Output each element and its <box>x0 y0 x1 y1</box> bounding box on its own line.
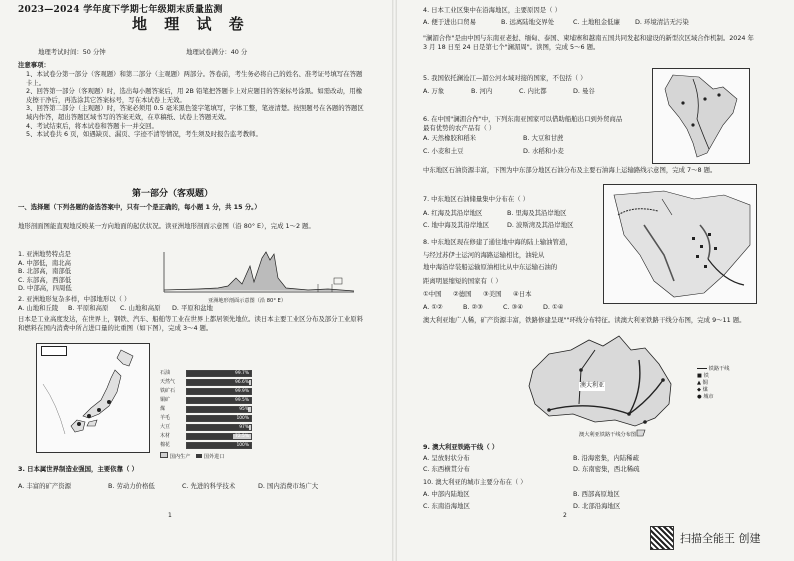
question-9-option: C. 东西横贯分布 <box>423 464 470 473</box>
bar-value-label: 95% <box>239 407 249 412</box>
question-10-option: B. 西部高原地区 <box>573 489 620 498</box>
question-6-option: D. 水稻和小麦 <box>523 147 564 156</box>
question-8-stem: 与经过苏伊士运河的海路运输相比，油轮从 <box>423 250 545 259</box>
question-4 <box>423 6 723 27</box>
part1-title: 第一部分（客观题） <box>132 189 214 199</box>
scanner-watermark <box>650 526 761 550</box>
bar-row <box>160 433 256 439</box>
bar-track <box>186 442 252 449</box>
notice-item: 3、回答第二部分（主观题）时，答案必须用 0.5 毫米黑色签字笔填写，字体工整，笔迹清楚。按照题号在各题的答题区域内作答，超出答题区域书写的答案无效，在草稿纸、试卷上答题无效。 <box>26 104 364 121</box>
australia-label: 澳大利亚 <box>580 382 605 389</box>
bar-row <box>160 379 256 385</box>
question-8-option: D. ①④ <box>543 303 564 312</box>
legend-swatch-import <box>196 454 202 458</box>
question-9-stem: 9. 澳大利亚铁路干线（ ） <box>423 443 499 451</box>
question-8-stem: 8. 中东地区现在修建了通往地中海的陆上输油管道， <box>423 238 572 246</box>
part1-intro: 一、选择题（下列各题的备选答案中，只有一个是正确的，每小题 1 分，共 15 分。） <box>18 203 261 211</box>
bar-value-label: 99.9% <box>235 389 249 394</box>
bar-track <box>186 415 252 422</box>
bar-track <box>186 406 252 413</box>
question-10-option: D. 北部沿海地区 <box>573 501 621 510</box>
q78-intro: 中东地区石油资源丰富，下图为中东部分地区石油分布及主要石油海上运输路线示意图，完成 7～8 题。 <box>423 166 717 174</box>
bar-value-label: 99.5% <box>235 398 249 403</box>
question-1 <box>18 250 158 293</box>
exam-header: 2023—2024 学年度下学期七年级期末质量监测 <box>18 5 223 15</box>
legend-item <box>697 387 757 394</box>
bar-value-label: 99.7% <box>235 371 249 376</box>
bar-row <box>160 415 256 421</box>
bar-label: 大豆 <box>160 424 171 430</box>
question-7-stem: 7. 中东地区石油储量集中分布在（ ） <box>423 195 530 203</box>
question-4-option: C. 土地租金低廉 <box>573 17 620 26</box>
question-5-stem: 5. 我国依托澜沧江—湄公河水域对接的国家，不包括（ ） <box>423 74 587 82</box>
bar-value-label: 72.5% <box>235 434 249 439</box>
bar-label: 铜矿 <box>160 397 171 403</box>
notice-item: 2、回答第一部分（客观题）时，选出每小题答案后，用 2B 铅笔把答题卡上对应题目的答案标号涂黑。如需改动，用橡皮擦干净后，再选涂其它答案标号，写在本试卷上无效。 <box>26 87 363 104</box>
question-1-option: A. 中部低，南北高 <box>18 258 72 267</box>
bar-value-label: 96.6% <box>235 380 249 385</box>
right-page <box>397 0 794 561</box>
question-8-stem: 地中海沿岸装船运输原油相比从中东运输石油的 <box>423 263 558 272</box>
question-9 <box>423 443 753 474</box>
question-3-stem: 3. 日本属世界制造业强国，主要依靠（ ） <box>18 465 138 473</box>
question-2-option: B. 平原和高原 <box>68 303 109 312</box>
page-number-left: 1 <box>168 512 172 519</box>
question-7 <box>423 195 623 230</box>
question-10-option: C. 东南沿海地区 <box>423 501 470 510</box>
question-10-stem: 10. 澳大利亚的城市主要分布在（ ） <box>423 478 527 486</box>
question-2-option: D. 平原和盆地 <box>172 303 213 312</box>
question-9-option: A. 呈放射状分布 <box>423 453 470 462</box>
australia-map <box>519 330 689 438</box>
legend-label: 铜 <box>702 380 708 386</box>
question-5 <box>423 74 643 96</box>
bar-value-label: 100% <box>236 443 249 448</box>
legend-label: 铁路干线 <box>708 366 730 372</box>
question-3-option: D. 国内消费市场广大 <box>258 481 319 490</box>
question-8 <box>423 238 623 312</box>
qr-code-icon <box>650 526 674 550</box>
australia-caption: 澳大利亚铁路干线分布图 <box>579 432 637 438</box>
question-10-option: A. 中部内陆地区 <box>423 489 470 498</box>
legend-item <box>697 380 757 387</box>
q56-intro: "澜湄合作"是由中国与东南亚老挝、缅甸、泰国、柬埔寨和越南五国共同发起和建设的新型次区域合作机制。2024 年 3 月 18 日至 24 日是第七个"澜湄周"。读图，完成 5～6 题。 <box>423 34 754 51</box>
question-8-stem: 距离明显缩短的国家有（ ） <box>423 276 502 285</box>
copper-icon: ▲ <box>697 380 701 386</box>
question-8-item: ④日本 <box>513 290 532 299</box>
notice-list <box>26 70 366 139</box>
bar-row <box>160 370 256 376</box>
question-5-option: A. 万象 <box>423 86 445 95</box>
bar-track <box>186 388 252 395</box>
question-2-option: C. 山地和高原 <box>120 303 161 312</box>
bar-label: 石油 <box>160 370 171 376</box>
bar-track <box>186 433 252 440</box>
legend-swatch-domestic <box>160 452 168 458</box>
mekong-map <box>652 68 750 164</box>
australia-legend <box>697 366 757 401</box>
question-6-stem: 6. 在中国"澜湄合作"中，下列东南亚国家可以借助船舶出口到外贸商品最有优势的农产品有（ ） <box>423 115 623 132</box>
legend-label: 铁 <box>703 373 709 379</box>
bar-row <box>160 442 256 448</box>
question-4-option: D. 环境清洁无污染 <box>635 17 689 26</box>
bar-fill <box>187 434 233 439</box>
q12-intro: 地形剖面图能直观地反映某一方向地面的起伏状况。读亚洲地形剖面示意图（沿 80° E），完成 1～2 题。 <box>18 222 315 230</box>
question-2-stem: 2. 亚洲地形复杂多样，中部地形以（ ） <box>18 295 131 303</box>
iron-icon: ■ <box>697 373 702 379</box>
bar-row <box>160 406 256 412</box>
coal-icon: ◆ <box>697 387 701 393</box>
page-title: 地 理 试 卷 <box>132 15 250 33</box>
bar-row <box>160 397 256 403</box>
bar-track <box>186 424 252 431</box>
question-8-item: ③美国 <box>483 290 502 299</box>
legend-item <box>697 394 757 401</box>
bar-label: 铁矿石 <box>160 388 176 394</box>
bar-label: 羊毛 <box>160 415 171 421</box>
bar-track <box>186 379 252 386</box>
notice-title: 注意事项： <box>18 61 50 69</box>
question-6-option: C. 小麦和土豆 <box>423 147 464 156</box>
question-1-option: B. 北部高，南部低 <box>18 267 72 276</box>
middle-east-map <box>603 184 757 304</box>
question-9-option: D. 东南密集，西北稀疏 <box>573 464 640 473</box>
question-8-option: C. ③④ <box>503 303 523 312</box>
page-number-right: 2 <box>563 512 567 519</box>
bar-label: 棉花 <box>160 442 171 448</box>
question-3-option: C. 先进的科学技术 <box>182 481 236 490</box>
bar-track <box>186 397 252 404</box>
question-9-option: B. 沿海密集，内陆稀疏 <box>573 453 639 462</box>
scanner-text: 扫描全能王 创建 <box>680 532 761 545</box>
question-1-stem: 1. 亚洲地势特点是 <box>18 250 71 258</box>
bar-value-label: 97% <box>239 425 249 430</box>
asia-profile-svg <box>158 248 358 298</box>
notice-item: 5、本试卷共 6 页，如遇缺页、漏页、字迹不清等情况，考生须及时报告监考教师。 <box>26 130 262 139</box>
question-7-option: A. 红海及其沿岸地区 <box>423 208 483 217</box>
exam-time: 地理考试时间：50 分钟 <box>38 48 106 56</box>
question-3-option: B. 劳动力价格低 <box>108 481 155 490</box>
map-legend-box <box>41 346 67 356</box>
asia-profile-diagram <box>158 248 358 306</box>
question-7-option: B. 里海及其沿岸地区 <box>507 208 567 217</box>
question-7-option: D. 波斯湾及其沿岸地区 <box>507 220 574 229</box>
bar-row <box>160 424 256 430</box>
question-8-item: ②德国 <box>453 290 472 299</box>
japan-map <box>36 343 150 453</box>
question-5-option: B. 河内 <box>471 86 493 95</box>
notice-item: 1、本试卷分第一部分（客观题）和第二部分（主观题）两部分。答卷前，考生务必将自己的姓名、准考证号填写在答题卡上。 <box>26 70 363 87</box>
bar-label: 木材 <box>160 433 171 439</box>
legend-item <box>697 366 757 373</box>
legend-import: 国外进口 <box>203 454 225 460</box>
question-4-option: A. 便于进出口贸易 <box>423 17 477 26</box>
bar-label: 天然气 <box>160 379 176 385</box>
chart-legend <box>160 452 270 461</box>
question-7-option: C. 地中海及其沿岸地区 <box>423 220 490 229</box>
exam-score: 地理试卷满分：40 分 <box>186 48 248 56</box>
question-2-option: A. 山地和丘陵 <box>18 303 59 312</box>
q34-intro: 日本是工业高度发达，在世界上，钢铁、汽车、船舶等工业在世界上都居领先地位。读日本主要工业区分布及部分工业原料和燃料在国内消费中所占进口量的比重图（如下图），完成 3～4 题。 <box>18 315 364 332</box>
import-ratio-chart <box>160 370 256 460</box>
question-8-option: A. ①② <box>423 303 443 312</box>
legend-label: 城市 <box>703 394 714 400</box>
question-6 <box>423 115 623 156</box>
bar-value-label: 100% <box>236 416 249 421</box>
legend-label: 煤 <box>702 387 708 393</box>
notice-item: 4、考试结束后，将本试卷和答题卡一并交回。 <box>26 121 158 130</box>
question-3 <box>18 465 368 491</box>
question-1-option: C. 东部高，西部低 <box>18 275 72 284</box>
bar-track <box>186 370 252 377</box>
city-icon: ● <box>697 394 702 400</box>
question-10 <box>423 478 753 511</box>
left-page <box>0 0 392 561</box>
railway-line-icon <box>697 368 707 369</box>
question-8-item: ①中国 <box>423 290 442 299</box>
bar-row <box>160 388 256 394</box>
question-6-option: B. 大豆和甘蔗 <box>523 134 564 143</box>
question-1-option: D. 中部高，四周低 <box>18 284 72 293</box>
question-8-option: B. ②③ <box>463 303 483 312</box>
question-5-option: C. 内比都 <box>519 86 547 95</box>
question-5-option: D. 曼谷 <box>573 86 595 95</box>
profile-caption: 亚洲地形剖面示意图（沿 80° E） <box>208 298 287 304</box>
question-4-option: B. 远离陆地交界处 <box>501 17 555 26</box>
legend-item <box>697 373 757 380</box>
legend-domestic: 国内生产 <box>169 454 191 460</box>
question-4-stem: 4. 日本工业区集中在沿海地区，主要原因是（ ） <box>423 6 561 14</box>
bar-label: 煤 <box>160 406 166 412</box>
question-6-option: A. 天然橡胶和稻米 <box>423 134 477 143</box>
q911-intro: 澳大利亚地广人稀，矿产资源丰富，铁路修建呈现""环线分布特征。读澳大利亚铁路干线分布图，完成 9～11 题。 <box>423 316 746 324</box>
question-3-option: A. 丰富的矿产资源 <box>18 481 72 490</box>
